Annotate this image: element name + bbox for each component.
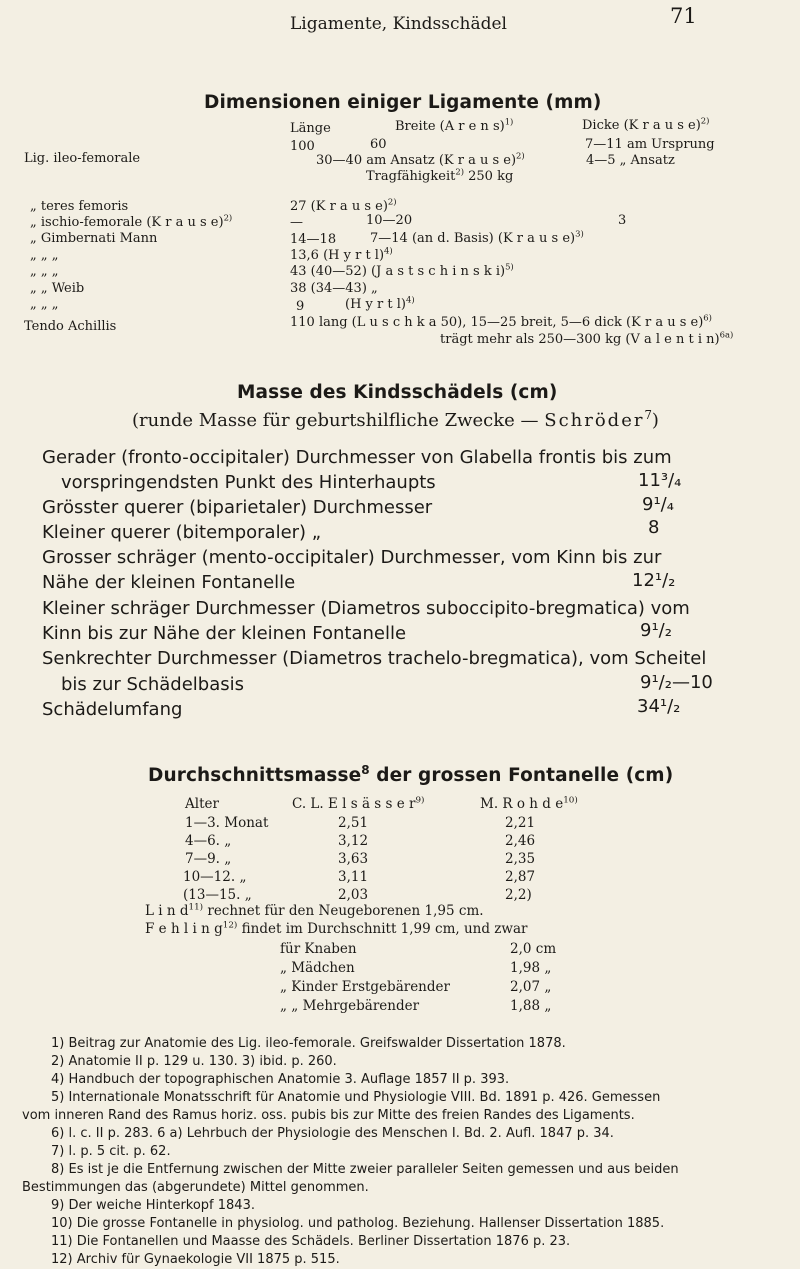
lind-note: L i n $d^{11)}$ rechnet für den Neugeborenen 1,95 cm.: [145, 902, 484, 919]
row-laenge-9: 9: [296, 299, 305, 314]
row-label-gimbernati-4: „ „ „: [30, 297, 59, 312]
row-breite-gimbernati: 7—14 (an d. Basis) (K r a u s e)$^{3)}$: [370, 228, 584, 246]
fehling-val-2: 1,98 „: [510, 960, 552, 976]
row-laenge-gimbernati: 14—18: [290, 232, 337, 247]
skull-line-8: Kinn bis zur Nähe der kleinen Fontanelle: [42, 623, 407, 644]
col-elsaesser: C. L. E l s ä s s e $r^{9)}$: [292, 795, 425, 812]
col-breite: Breite (A r e n s)$^{1)}$: [395, 116, 514, 134]
skull-line-2: vorspringendsten Punkt des Hinterhaupts: [61, 472, 436, 493]
row-tendo-tragkraft: trägt mehr als 250—300 kg (V a l e n t i n)$^{6a)}$: [440, 329, 734, 347]
ligaments-title: Dimensionen einiger Ligamente (mm): [204, 92, 602, 113]
m-val-1: 2,21: [505, 815, 536, 831]
fehling-val-3: 2,07 „: [510, 979, 552, 995]
skull-line-11: Schädelumfang: [42, 699, 183, 720]
row-label-ischio-femorale: „ ischio-femorale (K r a u s e)$^{2)}$: [30, 212, 233, 230]
row-laenge-tendo-achillis: 110 lang (L u s c h k a 50), 15—25 breit, 5—6 dick (K r a u s e)$^{6)}$: [290, 312, 712, 330]
c-val-4: 3,11: [338, 869, 369, 885]
skull-value-6: 12¹/₂: [632, 570, 676, 591]
row-label-gimbernati-weib: „ „ Weib: [30, 281, 85, 296]
age-3: 7—9. „: [185, 851, 232, 867]
fontanelle-title: Durchschnittsmasse$^8$ der grossen Fontanelle (cm): [148, 762, 674, 786]
footnote-7: 7) l. p. 5 cit. p. 62.: [51, 1144, 171, 1159]
m-val-2: 2,46: [505, 833, 536, 849]
skull-line-3: Grösster querer (biparietaler) Durchmesser: [42, 497, 433, 518]
skull-value-11: 34¹/₂: [637, 696, 681, 717]
col-dicke: Dicke (K r a u s e)$^{2)}$: [582, 115, 710, 133]
skull-line-1: Gerader (fronto-occipitaler) Durchmesser von Glabella frontis bis zum: [42, 447, 672, 468]
row-hyrtl-2: (H y r t l)$^{4)}$: [345, 294, 415, 312]
row-tragfaehigkeit: Tragfähigkeit$^{2)}$ 250 kg: [366, 166, 514, 184]
c-val-1: 2,51: [338, 815, 369, 831]
skull-value-3: 9¹/₄: [642, 494, 674, 515]
row-laenge-teres-femoris: 27 (K r a u s e)$^{2)}$: [290, 196, 397, 214]
row-label-gimbernati-2: „ „ „: [30, 248, 59, 263]
skull-line-6: Nähe der kleinen Fontanelle: [42, 572, 296, 593]
c-val-3: 3,63: [338, 851, 369, 867]
fehling-note: F e h l i n $g^{12)}$ findet im Durchschnitt 1,99 cm, und zwar: [145, 920, 528, 937]
fehling-label-4: „ „ Mehrgebärender: [280, 998, 420, 1014]
footnote-11: 11) Die Fontanellen und Maasse des Schädels. Berliner Dissertation 1876 p. 23.: [51, 1234, 571, 1249]
c-val-2: 3,12: [338, 833, 369, 849]
row-laenge-weib: 38 (34—43) „: [290, 281, 378, 296]
row-label-gimbernati-3: „ „ „: [30, 264, 59, 279]
footnote-12: 12) Archiv für Gynaekologie VII 1875 p. 515.: [51, 1252, 340, 1267]
row-label-tendo-achillis: Tendo Achillis: [24, 319, 117, 334]
age-5: (13—15. „: [183, 887, 252, 903]
fehling-val-1: 2,0 cm: [510, 941, 557, 957]
footnote-10: 10) Die grosse Fontanelle in physiolog. und patholog. Beziehung. Hallenser Dissertation 1885.: [51, 1216, 665, 1231]
skull-line-7: Kleiner schräger Durchmesser (Diametros suboccipito-bregmatica) vom: [42, 598, 690, 619]
age-4: 10—12. „: [183, 869, 247, 885]
skull-subtitle: (runde Masse für geburtshilfliche Zwecke — Schröder$^7$): [132, 408, 659, 431]
age-1: 1—3. Monat: [185, 815, 269, 831]
footnote-5: 5) Internationale Monatsschrift für Anatomie und Physiologie VIII. Bd. 1891 p. 426. Gemessen: [51, 1090, 661, 1105]
footnote-5-cont: vom inneren Rand des Ramus horiz. oss. pubis bis zur Mitte des freien Randes des Ligaments.: [22, 1108, 635, 1123]
row-laenge-ileo-femorale: 100: [290, 139, 315, 154]
footnote-9: 9) Der weiche Hinterkopf 1843.: [51, 1198, 255, 1213]
col-rohde: M. R o h d $e^{10)}$: [480, 795, 578, 812]
row-breite-ischio-femorale: 10—20: [366, 213, 413, 228]
fehling-label-1: für Knaben: [280, 941, 357, 957]
row-laenge-jastschinski: 43 (40—52) (J a s t s c h i n s k i)$^{5)}$: [290, 261, 514, 279]
skull-value-8: 9¹/₂: [640, 620, 672, 641]
col-laenge: Länge: [290, 121, 331, 136]
skull-value-2: 11³/₄: [638, 470, 682, 491]
footnote-2: 2) Anatomie II p. 129 u. 130. 3) ibid. p. 260.: [51, 1054, 337, 1069]
m-val-4: 2,87: [505, 869, 536, 885]
row-label-teres-femoris: „ teres femoris: [30, 199, 129, 214]
fehling-label-2: „ Mädchen: [280, 960, 355, 976]
running-title: Ligamente, Kindsschädel: [290, 14, 507, 34]
fehling-val-4: 1,88 „: [510, 998, 552, 1014]
footnote-4: 4) Handbuch der topographischen Anatomie 3. Auflage 1857 II p. 393.: [51, 1072, 510, 1087]
row-dicke-ileo-femorale: 7—11 am Ursprung: [585, 137, 715, 152]
row-laenge-hyrtl: 13,6 (H y r t l)$^{4)}$: [290, 245, 393, 263]
skull-line-5: Grosser schräger (mento-occipitaler) Durchmesser, vom Kinn bis zur: [42, 547, 662, 568]
skull-line-9: Senkrechter Durchmesser (Diametros trachelo-bregmatica), vom Scheitel: [42, 648, 707, 669]
col-alter: Alter: [185, 796, 219, 812]
row-breite-ileo-femorale: 60: [370, 137, 387, 152]
c-val-5: 2,03: [338, 887, 369, 903]
fehling-label-3: „ Kinder Erstgebärender: [280, 979, 450, 995]
row-laenge-ischio-femorale: —: [290, 215, 303, 230]
row-label-gimbernati: „ Gimbernati Mann: [30, 231, 158, 246]
m-val-3: 2,35: [505, 851, 536, 867]
row-label-ileo-femorale: Lig. ileo-femorale: [24, 151, 141, 166]
footnote-6: 6) l. c. II p. 283. 6 a) Lehrbuch der Physiologie des Menschen I. Bd. 2. Aufl. 1847 p. 34.: [51, 1126, 614, 1141]
skull-value-10: 9¹/₂—10: [640, 672, 713, 693]
row-dicke-ischio-femorale: 3: [618, 213, 627, 228]
skull-title: Masse des Kindsschädels (cm): [237, 382, 558, 403]
m-val-5: 2,2): [505, 887, 532, 903]
footnote-1: 1) Beitrag zur Anatomie des Lig. ileo-femorale. Greifswalder Dissertation 1878.: [51, 1036, 566, 1051]
skull-line-10: bis zur Schädelbasis: [61, 674, 244, 695]
footnote-8-cont: Bestimmungen das (abgerundete) Mittel genommen.: [22, 1180, 369, 1195]
page-number: 71: [670, 4, 697, 28]
skull-value-4: 8: [648, 517, 660, 538]
row-dicke-ansatz: 4—5 „ Ansatz: [586, 153, 675, 168]
footnote-8: 8) Es ist je die Entfernung zwischen der Mitte zweier paralleler Seiten gemessen und aus beiden: [51, 1162, 679, 1177]
skull-line-4: Kleiner querer (bitemporaler) „: [42, 522, 322, 543]
age-2: 4—6. „: [185, 833, 232, 849]
row-breite-ansatz: 30—40 am Ansatz (K r a u s e)$^{2)}$: [316, 150, 525, 168]
